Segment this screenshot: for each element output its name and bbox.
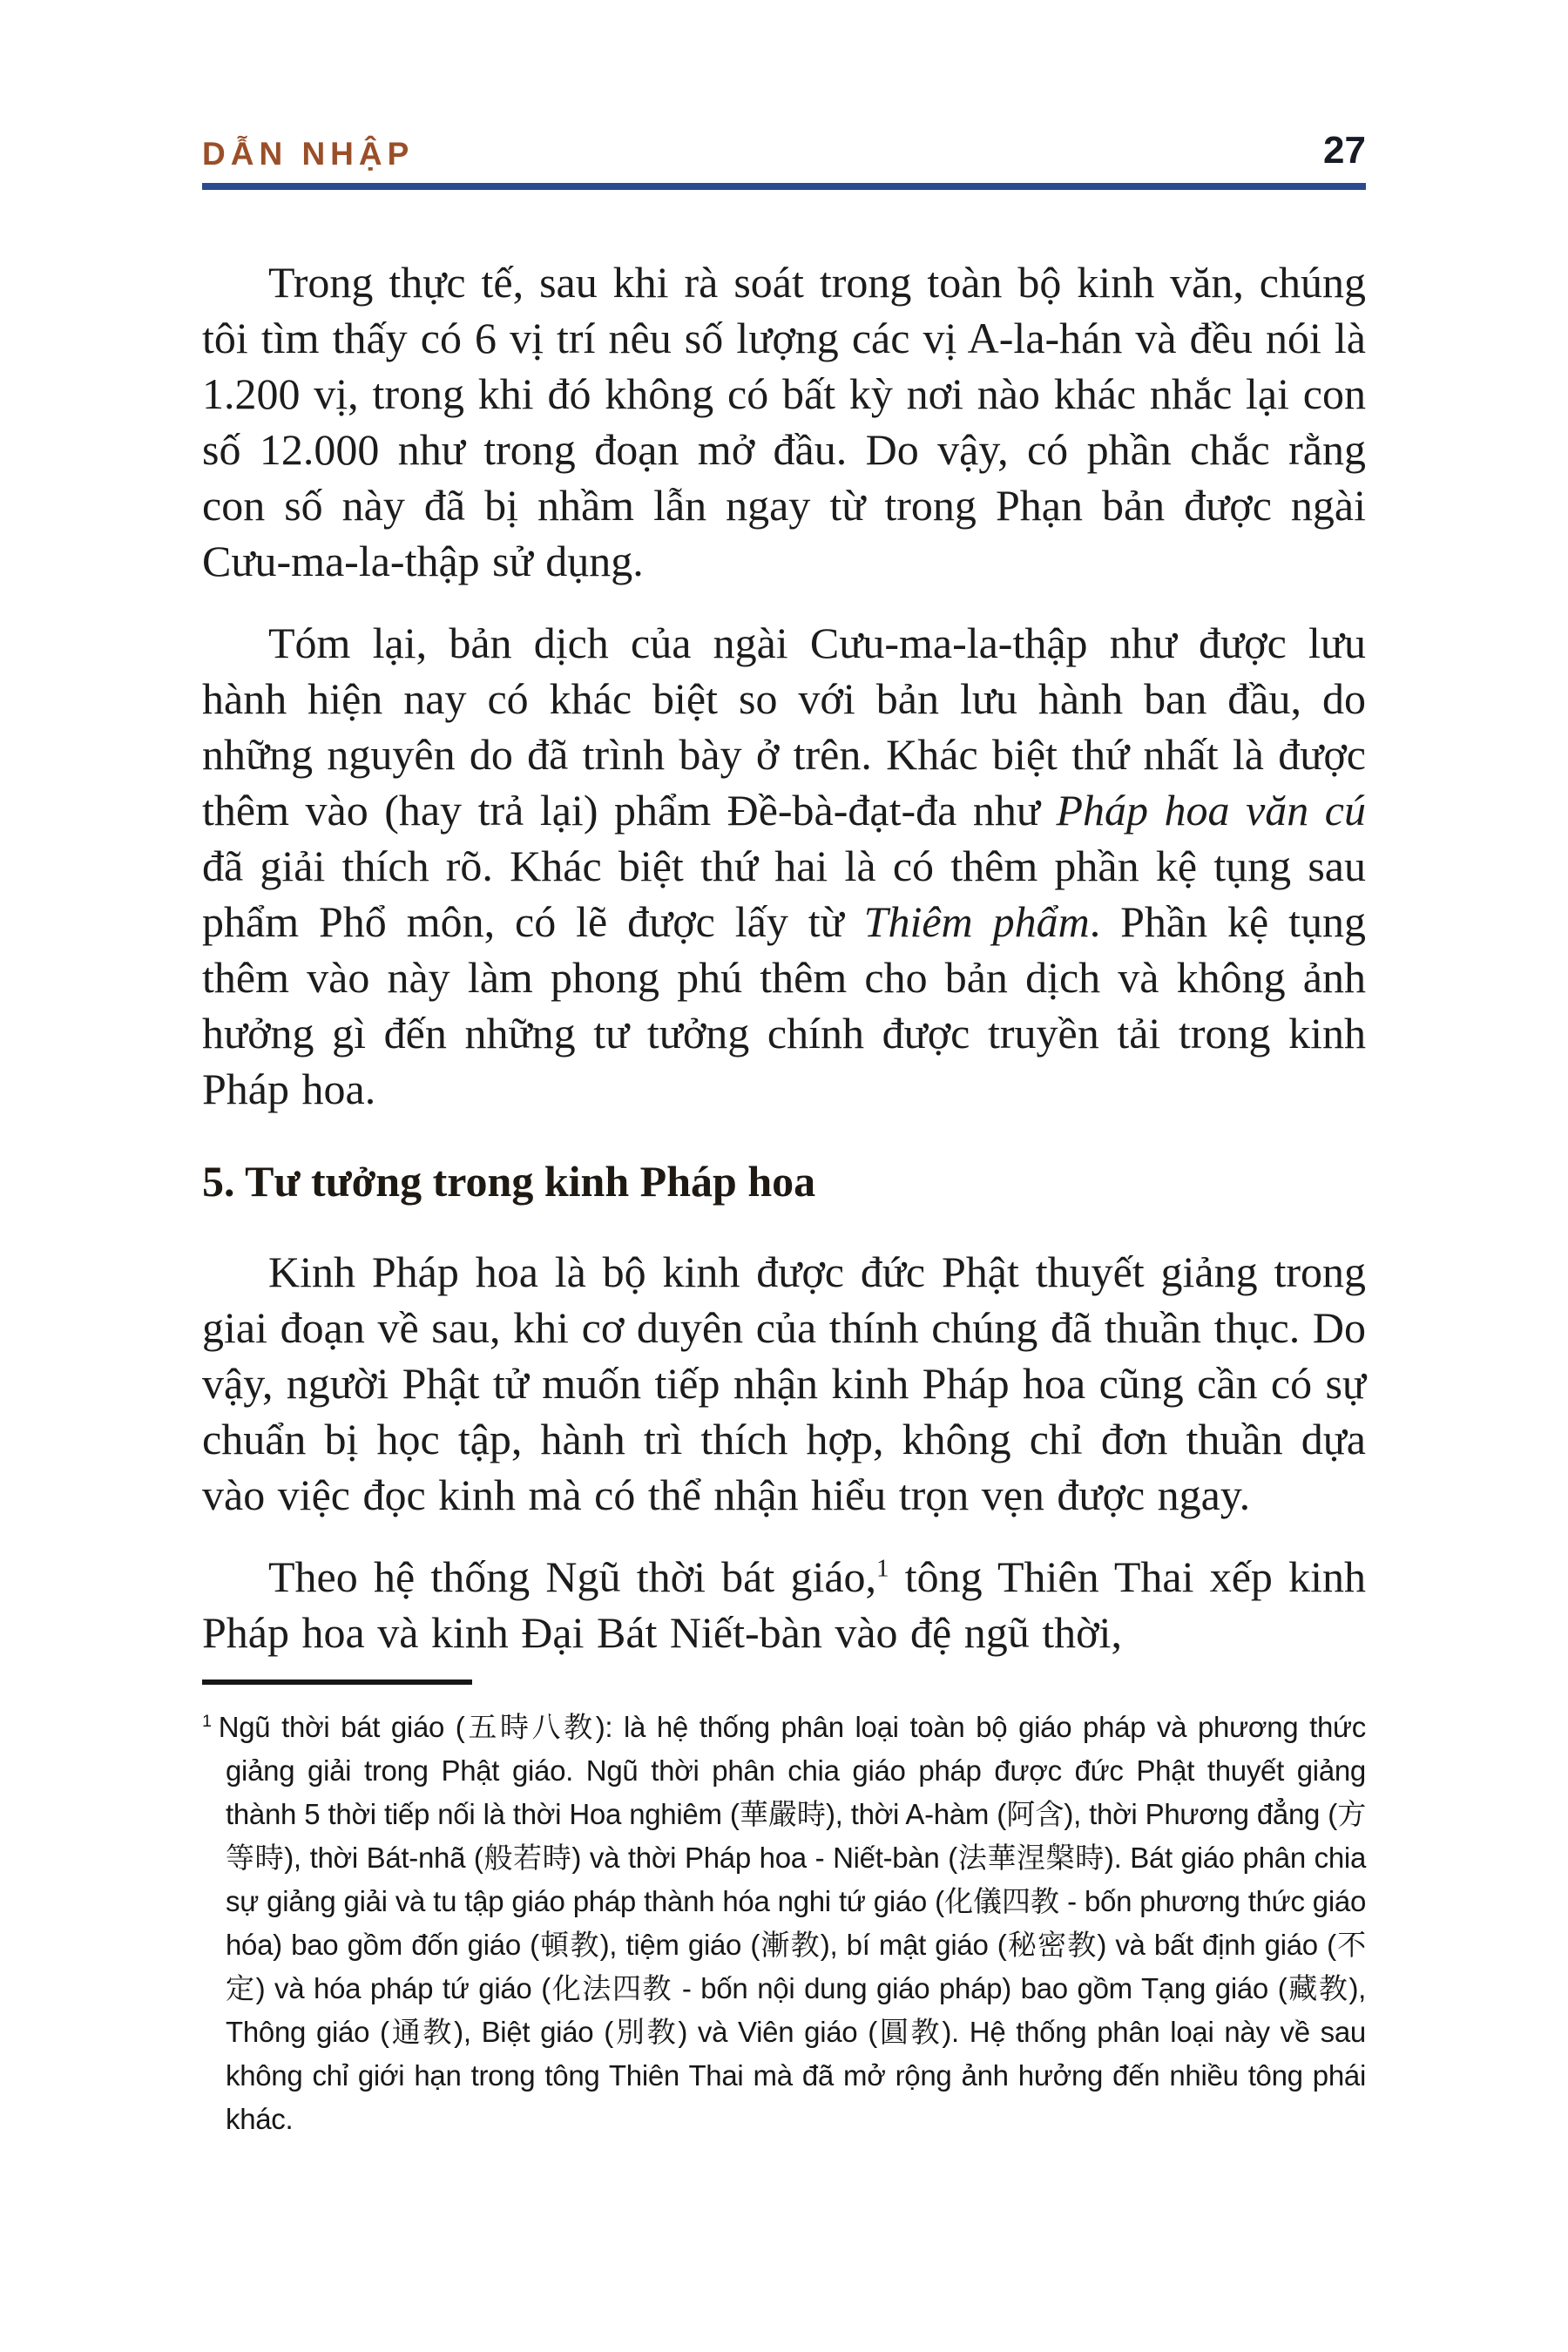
footnote-marker: 1 — [202, 1712, 212, 1731]
header-title: DẪN NHẬP — [202, 136, 415, 172]
running-header — [202, 129, 1366, 172]
section-heading: 5. Tư tưởng trong kinh Pháp hoa — [202, 1157, 816, 1206]
footnote-text: Ngũ thời bát giáo (五時八教): là hệ thống phân loại toàn bộ giáo pháp và phương thức giảng giải trong Phật giáo. Ngũ thời phân chia giáo pháp được đức Phật thuyết giảng thành 5 thời tiếp nối là thời Hoa nghiêm (華嚴時), thời A-hàm (阿含), thời Phương đẳng (方等時), thời Bát-nhã (般若時) và thời Pháp hoa - Niết-bàn (法華涅槃時). Bát giáo phân chia sự giảng giải và tu tập giáo pháp thành hóa nghi tứ giáo (化儀四教 - bốn phương thức giáo hóa) bao gồm đốn giáo (頓教), tiệm giáo (漸教), bí mật giáo (秘密教) và bất định giáo (不定) và hóa pháp tứ giáo (化法四教 - bốn nội dung giáo pháp) bao gồm Tạng giáo (藏教), Thông giáo (通教), Biệt giáo (別教) và Viên giáo (圓教). Hệ thống phân loại này về sau không chỉ giới hạn trong tông Thiên Thai mà đã mở rộng ảnh hưởng đến nhiều tông phái khác. — [218, 1711, 1366, 2135]
text-segment: Tóm lại, bản dịch của ngài Cưu-ma-la-thập như được lưu hành hiện nay có khác biệt so với bản lưu hành ban đầu, do những nguyên do đã trình bày ở trên. Khác biệt thứ nhất là được thêm vào (hay trả lại) phẩm Đề-bà-đạt-đa như — [202, 618, 1366, 835]
text-segment: Trong thực tế, sau khi rà soát trong toàn bộ kinh văn, chúng tôi tìm thấy có 6 vị trí nêu số lượng các vị A-la-hán và đều nói là 1.200 vị, trong khi đó không có bất kỳ nơi nào khác nhắc lại con số 12.000 như trong đoạn mở đầu. Do vậy, có phần chắc rằng con số này đã bị nhầm lẫn ngay từ trong Phạn bản được ngài Cưu-ma-la-thập sử dụng. — [202, 258, 1366, 585]
text-segment: 1 — [876, 1554, 889, 1583]
text-segment: Pháp hoa văn cú — [1056, 786, 1366, 835]
footnote-separator — [202, 1680, 472, 1685]
text-segment: . Phần kệ tụng thêm vào này làm phong phú thêm cho bản dịch và không ảnh hưởng gì đến những tư tưởng chính được truyền tải trong kinh Pháp hoa. — [202, 897, 1367, 1113]
page-number: 27 — [1323, 129, 1366, 172]
paragraph — [202, 1244, 1366, 1523]
text-segment: Thiêm phẩm — [863, 897, 1090, 946]
page-content — [202, 254, 1366, 1660]
paragraph — [202, 615, 1366, 1117]
footnote — [202, 1706, 1366, 2141]
text-segment: đã giải thích rõ. Khác biệt thứ hai là có thêm phần kệ tụng sau phẩm Phổ môn, có lẽ được lấy từ — [202, 841, 1366, 946]
text-segment: Theo hệ thống Ngũ thời bát giáo, — [268, 1552, 877, 1601]
paragraph — [202, 1549, 1366, 1660]
header-rule — [202, 183, 1366, 190]
text-segment: tông Thiên Thai xếp kinh Pháp hoa và kinh Đại Bát Niết-bàn vào đệ ngũ thời, — [202, 1552, 1366, 1657]
paragraph — [202, 254, 1366, 589]
text-segment: Kinh Pháp hoa là bộ kinh được đức Phật thuyết giảng trong giai đoạn về sau, khi cơ duyên của thính chúng đã thuần thục. Do vậy, người Phật tử muốn tiếp nhận kinh Pháp hoa cũng cần có sự chuẩn bị học tập, hành trì thích hợp, không chỉ đơn thuần dựa vào việc đọc kinh mà có thể nhận hiểu trọn vẹn được ngay. — [202, 1247, 1366, 1519]
